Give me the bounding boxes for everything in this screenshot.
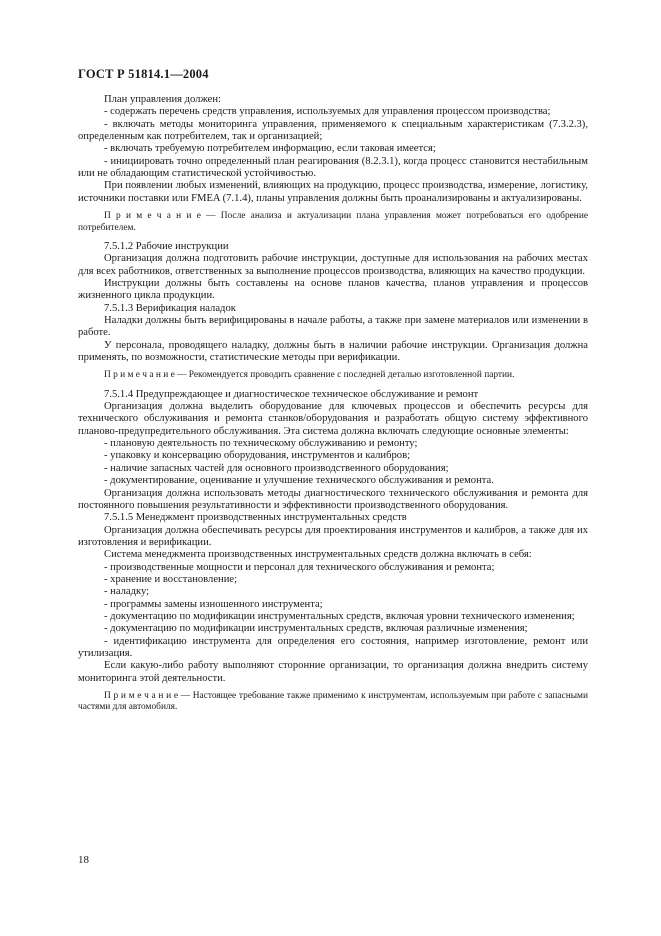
list-item: - включать требуемую потребителем информацию, если таковая имеется; — [104, 143, 436, 155]
section-heading: 7.5.1.5 Менеджмент производственных инструментальных средств — [104, 512, 407, 524]
paragraph: План управления должен: — [104, 94, 221, 105]
document-header: ГОСТ Р 51814.1—2004 — [78, 67, 209, 81]
paragraph: Организация должна выделить оборудование для ключевых процессов и обеспечить ресурсы для технического обслуживания и ремонта станков/оборудования и разработать общую систему эффективного планово-предупредительного обслуживания. Эта система должна включать следующие основные элементы: — [78, 401, 588, 437]
list-item: - упаковку и консервацию оборудования, инструментов и калибров; — [104, 450, 411, 462]
list-item: - инициировать точно определенный план реагирования (8.2.3.1), когда процесс становится нестабильным или не обладающим статистической устойчивостью. — [78, 155, 588, 180]
list-item: - включать методы мониторинга управления, применяемого к специальным характеристикам (7.3.2.3), определенным как потребителем, так и организацией; — [78, 118, 588, 143]
list-item: - идентификацию инструмента для определения его состояния, например изготовление, ремонт или утилизация. — [78, 635, 588, 659]
list-item: - программы замены изношенного инструмента; — [104, 598, 323, 610]
note: П р и м е ч а н и е — Рекомендуется проводить сравнение с последней деталью изготовленной партии. — [104, 370, 515, 381]
list-item: - документацию по модификации инструментальных средств, включая уровни технического изменения; — [104, 610, 575, 622]
list-item: - документацию по модификации инструментальных средств, включая различные изменения; — [104, 623, 528, 635]
paragraph: Система менеджмента производственных инструментальных средств должна включать в себя: — [104, 549, 532, 561]
paragraph: Наладки должны быть верифицированы в начале работы, а также при замене материалов или изменении в работе. — [78, 314, 588, 339]
paragraph: Организация должна обеспечивать ресурсы для проектирования инструментов и калибров, а также для их изготовления и верификации. — [78, 524, 588, 548]
list-item: - наличие запасных частей для основного производственного оборудования; — [104, 462, 449, 474]
paragraph: Организация должна использовать методы диагностического технического обслуживания и ремонта для постоянного повышения результативности и эффективности производственного оборудования. — [78, 487, 588, 511]
paragraph: Если какую-либо работу выполняют сторонние организации, то организация должна внедрить систему мониторинга этой деятельности. — [78, 660, 588, 684]
list-item: - наладку; — [104, 586, 150, 598]
list-item: - содержать перечень средств управления, используемых для управления процессом производства; — [104, 106, 551, 118]
paragraph: У персонала, проводящего наладку, должны быть в наличии рабочие инструкции. Организация должна применять, по возможности, статистические методы при верификации. — [78, 339, 588, 363]
section-heading: 7.5.1.3 Верификация наладок — [104, 302, 236, 314]
note: П р и м е ч а н и е — После анализа и актуализации плана управления может потребоваться его одобрение потребителем. — [78, 211, 588, 233]
section-heading: 7.5.1.2 Рабочие инструкции — [104, 240, 229, 252]
list-item: - документирование, оценивание и улучшение технического обслуживания и ремонта. — [104, 475, 494, 487]
paragraph: Организация должна подготовить рабочие инструкции, доступные для использования на рабочих местах для всех работников, ответственных за выполнение процессов производства, влияющих на качество продукции. — [78, 253, 588, 277]
list-item: - производственные мощности и персонал для технического обслуживания и ремонта; — [104, 561, 495, 573]
list-item: - хранение и восстановление; — [104, 573, 238, 585]
paragraph: Инструкции должны быть составлены на основе планов качества, планов управления и процессов жизненного цикла продукции. — [78, 277, 588, 302]
section-heading: 7.5.1.4 Предупреждающее и диагностическое техническое обслуживание и ремонт — [104, 388, 479, 400]
page-number: 18 — [78, 854, 89, 866]
document-body — [78, 94, 588, 714]
list-item: - плановую деятельность по техническому обслуживанию и ремонту; — [104, 438, 418, 450]
note: П р и м е ч а н и е — Настоящее требование также применимо к инструментам, используемым при работе с запасными частями для автомобиля. — [78, 691, 588, 713]
paragraph: При появлении любых изменений, влияющих на продукцию, процесс производства, измерение, логистику, источники поставки или FMEA (7.1.4), планы управления должны быть проанализированы и актуализированы. — [78, 180, 588, 204]
